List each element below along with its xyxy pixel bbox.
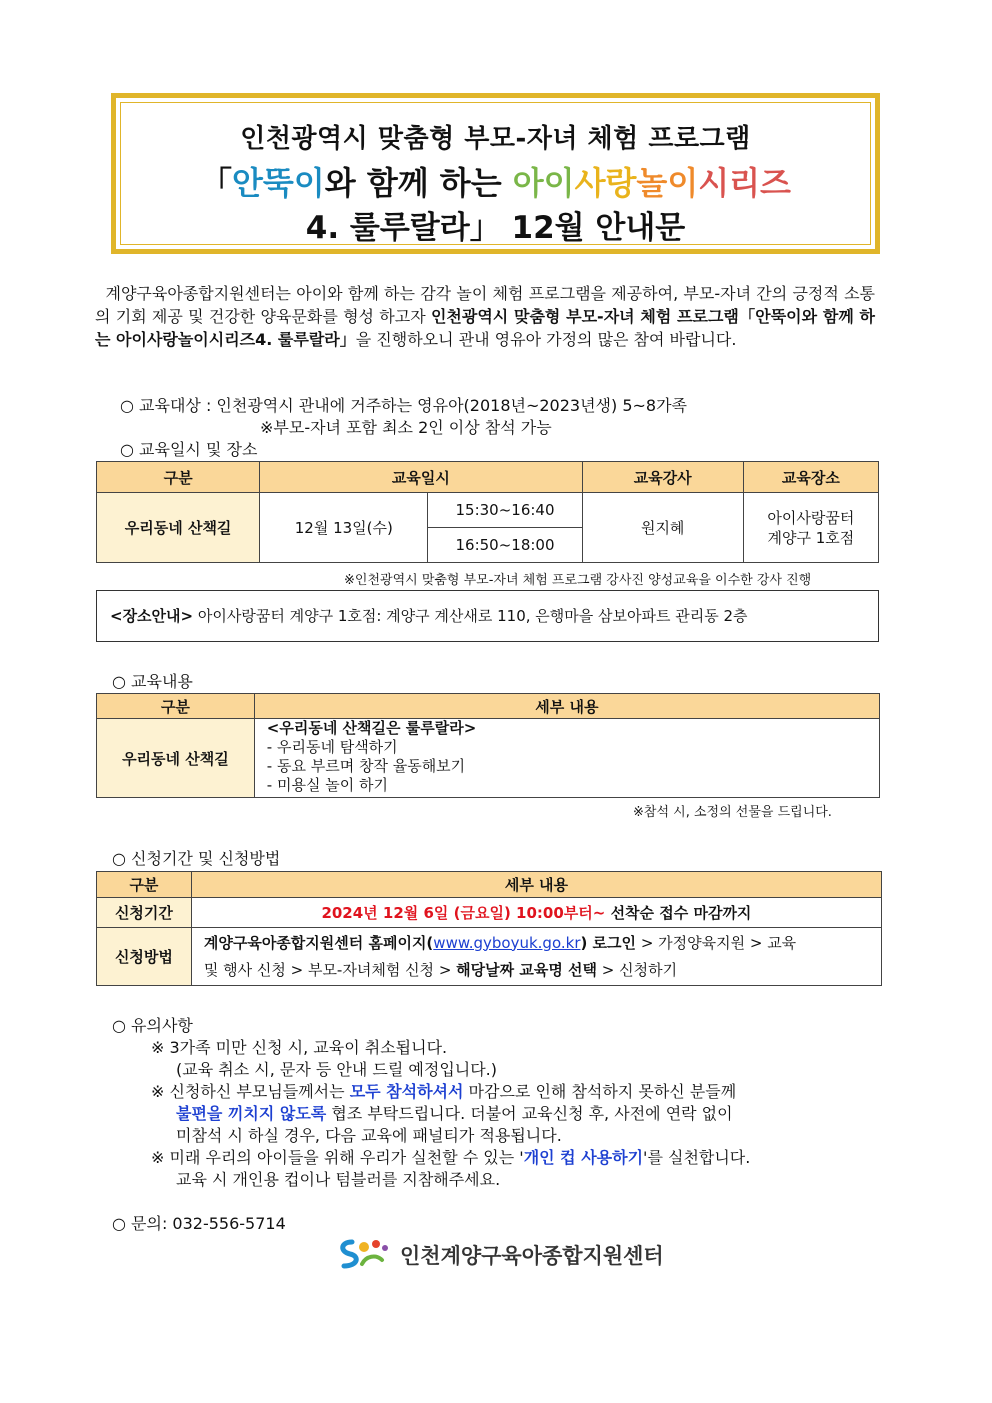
note-2: [151, 1079, 736, 1102]
contact-line: ○ 문의: 032-556-5714: [112, 1214, 286, 1233]
schedule-heading: ○ 교육일시 및 장소: [120, 440, 258, 459]
intro-text: 계양구육아종합지원센터는 아이와 함께 하는 감각 놀이 체험 프로그램을 제공하여, 부모-자녀 간의 긍정적 소통의 기회 제공 및 건강한 양육문화를 형성 하고자: [95, 284, 875, 326]
schedule-table: [96, 461, 879, 563]
logo-text: 인천계양구육아종합지원센터: [400, 1244, 664, 1268]
note-2b: 마감으로 인해 참석하지 못하신 분들께: [463, 1082, 737, 1101]
content-table: [96, 693, 880, 798]
content-header-detail: 세부 내용: [254, 694, 879, 719]
note-2e: 미참석 시 하실 경우, 다음 교육에 패널티가 적용됩니다.: [176, 1126, 562, 1145]
schedule-date: 12월 13일(수): [260, 493, 428, 563]
apply-method-c: > 가정양육지원 > 교육: [636, 933, 797, 952]
place-info-box: [96, 590, 879, 642]
note-3-emphasis: 개인 컵 사용하기: [523, 1148, 644, 1167]
note-2a: ※ 신청하신 부모님들께서는: [151, 1082, 350, 1101]
content-detail: [254, 719, 879, 798]
note-2d: 협조 부탁드립니다. 더불어 교육신청 후, 사전에 연락 없이: [326, 1104, 733, 1123]
apply-header-detail: 세부 내용: [191, 872, 881, 898]
title-line-3: 4. 룰루랄라」 12월 안내문: [305, 210, 686, 246]
content-title: <우리동네 산책길은 룰루랄라>: [266, 719, 477, 737]
note-2c: [176, 1101, 733, 1124]
apply-table: [96, 871, 882, 986]
note-2c-emphasis: 불편을 끼치지 않도록: [176, 1104, 327, 1123]
schedule-instructor: 원지혜: [582, 493, 743, 563]
note-3c: 교육 시 개인용 컵이나 텀블러를 지참해주세요.: [176, 1170, 501, 1189]
apply-method-f: > 신청하기: [597, 960, 678, 979]
logo-mark-icon: [338, 1236, 398, 1272]
center-logo: [338, 1236, 664, 1272]
apply-header-category: 구분: [97, 872, 192, 898]
place-info-label: <장소안내>: [110, 607, 194, 625]
schedule-note: ※인천광역시 맞춤형 부모-자녀 체험 프로그램 강사진 양성교육을 이수한 강사 진행: [344, 573, 812, 588]
schedule-time-2: 16:50~18:00: [428, 528, 582, 563]
schedule-category: 우리동네 산책길: [97, 493, 260, 563]
title-series-a: 아이: [512, 164, 575, 202]
apply-period-rest: 선착순 접수 마감까지: [605, 904, 752, 922]
intro-bold: 인천광역시 맞춤형 부모-자녀 체험 프로그램「안뚝이와 함께 하는 아이사랑놀이시리즈4. 룰루랄라」: [95, 307, 876, 349]
content-note: ※참석 시, 소정의 선물을 드립니다.: [633, 805, 832, 820]
apply-period-label: 신청기간: [97, 898, 192, 928]
title-series-b: 사랑: [574, 164, 637, 202]
content-item: - 우리동네 탐색하기: [266, 738, 398, 756]
note-3: [151, 1145, 750, 1168]
apply-method-b: ) 로그인: [580, 933, 637, 952]
note-3b: '를 실천합니다.: [643, 1148, 751, 1167]
schedule-header-place: 교육장소: [743, 462, 878, 493]
content-item: - 동요 부르며 창작 율동해보기: [266, 757, 466, 775]
title-line-2: [116, 158, 875, 204]
content-item: - 미용실 놀이 하기: [266, 776, 388, 794]
title-mid: 와 함께 하는: [324, 164, 513, 202]
note-1: ※ 3가족 미만 신청 시, 교육이 취소됩니다.: [151, 1038, 448, 1057]
schedule-header-datetime: 교육일시: [260, 462, 582, 493]
target-note: ※부모-자녀 포함 최소 2인 이상 참석 가능: [260, 418, 552, 437]
title-series-d: 시리즈: [698, 164, 791, 202]
schedule-header-category: 구분: [97, 462, 260, 493]
homepage-link[interactable]: www.gyboyuk.go.kr: [433, 933, 581, 952]
title-box: [111, 93, 880, 254]
schedule-place-line-2: 계양구 1호점: [767, 528, 855, 547]
content-category: 우리동네 산책길: [97, 719, 255, 798]
apply-method-d: 및 행사 신청 > 부모-자녀체험 신청 >: [203, 960, 457, 979]
apply-method-value: [191, 928, 881, 986]
note-1b: (교육 취소 시, 문자 등 안내 드릴 예정입니다.): [176, 1060, 498, 1079]
apply-heading: ○ 신청기간 및 신청방법: [112, 849, 281, 868]
title-line-1: 인천광역시 맞춤형 부모-자녀 체험 프로그램: [240, 124, 751, 154]
schedule-place-line-1: 아이사랑꿈터: [767, 508, 855, 527]
target-line: ○ 교육대상 : 인천광역시 관내에 거주하는 영유아(2018년~2023년생) 5~8가족: [120, 396, 687, 415]
title-series-c: 놀이: [636, 164, 699, 202]
intro-paragraph: [95, 282, 875, 351]
apply-period-date: 2024년 12월 6일 (금요일) 10:00부터~: [321, 904, 606, 922]
note-2-emphasis: 모두 참석하셔서: [349, 1082, 464, 1101]
notes-heading: ○ 유의사항: [112, 1016, 193, 1035]
intro-end: 을 진행하오니 관내 영유아 가정의 많은 참여 바랍니다.: [355, 330, 737, 349]
place-info-text: 아이사랑꿈터 계양구 1호점: 계양구 계산새로 110, 은행마을 삼보아파트 관리동 2층: [193, 607, 748, 625]
apply-method-a: 계양구육아종합지원센터 홈페이지(: [203, 933, 434, 952]
note-3a: ※ 미래 우리의 아이들을 위해 우리가 실천할 수 있는 ': [151, 1148, 524, 1167]
schedule-time-1: 15:30~16:40: [428, 493, 582, 528]
apply-method-e: 해당날짜 교육명 선택: [456, 960, 598, 979]
title-bracket: 「: [200, 164, 233, 202]
content-heading: ○ 교육내용: [112, 672, 193, 691]
content-header-category: 구분: [97, 694, 255, 719]
title-andduki: 안뚝이: [232, 164, 325, 202]
schedule-header-instructor: 교육강사: [582, 462, 743, 493]
schedule-place: [743, 493, 878, 563]
apply-method-label: 신청방법: [97, 928, 192, 986]
apply-period-value: [191, 898, 881, 928]
